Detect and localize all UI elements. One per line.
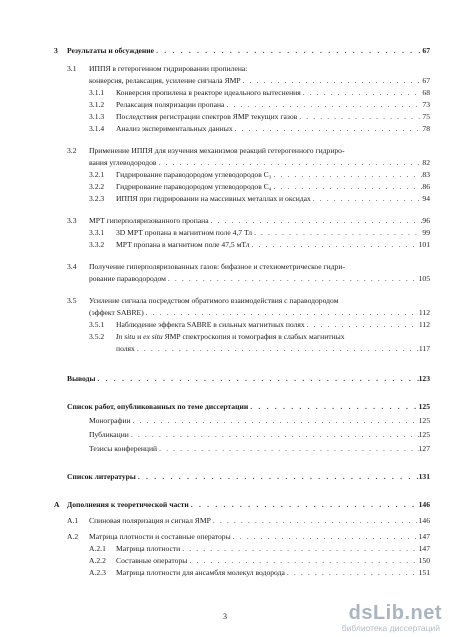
toc-page-number: 125 xyxy=(418,402,430,411)
toc-entry-title: Конверсия пропилена в реакторе идеального вытеснения xyxy=(116,88,301,97)
toc-entry-number: 3.1 xyxy=(67,64,77,73)
toc-page-number: 94 xyxy=(422,194,430,203)
toc-page-number: 73 xyxy=(422,100,430,109)
toc-entry-title: Наблюдение эффекта SABRE в сильных магнитных полях xyxy=(116,320,305,329)
toc-dot-leader xyxy=(156,158,422,167)
toc-dot-leader xyxy=(285,568,419,577)
toc-entry[interactable] xyxy=(116,344,430,353)
toc-entry[interactable] xyxy=(67,516,430,525)
toc-chapter-entry[interactable] xyxy=(54,500,430,509)
toc-entry-title: Список работ, опубликованных по теме диссертации xyxy=(67,402,249,411)
toc-entry-title: рование параводородом xyxy=(89,274,166,283)
toc-entry-number: 3.3.2 xyxy=(89,240,105,249)
toc-entry-title: конверсия, релаксация, усиление сигнала ЯМР xyxy=(89,76,241,85)
toc-entry[interactable] xyxy=(89,76,430,85)
toc-entry-title: Список литературы xyxy=(67,472,136,481)
toc-dot-leader xyxy=(187,556,418,565)
toc-page-number: 96 xyxy=(422,216,430,225)
toc-page-number: 146 xyxy=(418,500,430,509)
toc-entry-title: (эффект SABRE) xyxy=(89,308,144,317)
toc-dot-leader xyxy=(189,500,419,509)
toc-entry-number: 3.5 xyxy=(67,296,77,305)
toc-dot-leader xyxy=(95,374,418,383)
toc-entry[interactable] xyxy=(89,444,430,453)
toc-entry-title: полях xyxy=(116,344,135,353)
toc-entry-title: Матрица плотности и составные операторы xyxy=(89,532,231,541)
toc-page-number: 67 xyxy=(422,46,430,55)
toc-entry-title: Релаксация поляризации пропана xyxy=(116,100,225,109)
toc-entry[interactable] xyxy=(89,430,430,439)
toc-page-number: 125 xyxy=(418,416,430,425)
toc-dot-leader xyxy=(157,444,418,453)
toc-entry[interactable] xyxy=(89,544,430,553)
toc-chapter-entry[interactable] xyxy=(67,472,430,481)
toc-page-number: 131 xyxy=(418,472,430,481)
toc-entry-number: A.2.1 xyxy=(89,544,106,553)
toc-entry[interactable] xyxy=(89,556,430,565)
toc-entry-number: 3.1.1 xyxy=(89,88,105,97)
toc-dot-leader xyxy=(144,308,419,317)
toc-entry[interactable] xyxy=(89,228,430,237)
toc-dot-leader xyxy=(271,170,422,179)
toc-entry-title: ИППЯ в гетерогенном гидрировании пропилена: xyxy=(89,64,248,73)
toc-dot-leader xyxy=(129,430,419,439)
toc-entry-title-part: ex situ xyxy=(143,332,163,341)
toc-dot-leader xyxy=(135,344,419,353)
toc-entry[interactable] xyxy=(89,332,430,341)
toc-page-number: 146 xyxy=(418,516,430,525)
toc-entry[interactable] xyxy=(89,88,430,97)
toc-entry-number: A xyxy=(54,500,60,509)
toc-page-number: 150 xyxy=(418,556,430,565)
toc-entry[interactable] xyxy=(67,532,430,541)
toc-dot-leader xyxy=(154,46,422,55)
toc-entry-title: Выводы xyxy=(67,374,96,383)
toc-entry-number: A.2 xyxy=(67,532,79,541)
toc-entry[interactable] xyxy=(67,296,430,305)
toc-page-number: 82 xyxy=(422,158,430,167)
toc-entry-title: Матрица плотности xyxy=(116,544,181,553)
toc-entry[interactable] xyxy=(89,308,430,317)
toc-page-number: 83 xyxy=(422,170,430,179)
toc-entry-title xyxy=(116,332,345,341)
toc-dot-leader xyxy=(305,320,419,329)
toc-entry-title: МРТ гиперполяризованного пропана xyxy=(89,216,209,225)
watermark-subtitle: библиотека диссертаций xyxy=(341,623,440,633)
toc-dot-leader xyxy=(241,76,423,85)
toc-dot-leader xyxy=(248,402,418,411)
toc-dot-leader xyxy=(271,182,422,191)
toc-page-number: 101 xyxy=(418,240,430,249)
page-number: 3 xyxy=(223,612,227,621)
toc-page-number: 67 xyxy=(422,76,430,85)
toc-entry[interactable] xyxy=(89,112,430,121)
toc-entry-title: Анализ экспериментальных данных xyxy=(116,124,233,133)
toc-page-number: 127 xyxy=(418,444,430,453)
toc-dot-leader xyxy=(136,472,419,481)
toc-entry-title: Публикации xyxy=(89,430,129,439)
toc-page-number: 86 xyxy=(422,182,430,191)
toc-entry[interactable] xyxy=(89,416,430,425)
toc-page-number: 123 xyxy=(418,374,430,383)
toc-dot-leader xyxy=(166,274,419,283)
toc-entry-number: 3.2.2 xyxy=(89,182,105,191)
toc-page-number: 147 xyxy=(418,544,430,553)
toc-dot-leader xyxy=(224,100,422,109)
toc-dot-leader xyxy=(252,228,422,237)
toc-chapter-entry[interactable] xyxy=(67,374,430,383)
toc-dot-leader xyxy=(209,216,423,225)
toc-entry[interactable] xyxy=(89,158,430,167)
toc-entry-title: Гидрирование параводородом углеводородов C₄ xyxy=(116,182,272,191)
toc-entry[interactable] xyxy=(67,262,430,271)
toc-entry-title: Матрица плотности для ансамбля молекул водорода xyxy=(116,568,285,577)
toc-entry[interactable] xyxy=(89,240,430,249)
toc-dot-leader xyxy=(233,124,423,133)
toc-page-number: 125 xyxy=(418,430,430,439)
toc-entry-number: 3.1.3 xyxy=(89,112,105,121)
toc-entry[interactable] xyxy=(67,216,430,225)
toc-entry-number: 3.5.1 xyxy=(89,320,105,329)
toc-entry-number: 3.3.1 xyxy=(89,228,105,237)
toc-dot-leader xyxy=(311,194,423,203)
toc-page-number: 117 xyxy=(418,344,430,353)
toc-entry-number: 3.1.2 xyxy=(89,100,105,109)
toc-entry-title: Усиление сигнала посредством обратимого взаимодействия с параводородом xyxy=(89,296,339,305)
toc-entry-title: Получение гиперполяризованных газов: бифазное и стехиометрическое гидри- xyxy=(89,262,345,271)
toc-entry-title: Спиновая поляризация и сигнал ЯМР xyxy=(89,516,211,525)
toc-entry-number: 3.3 xyxy=(67,216,77,225)
toc-entry-number: 3.2.3 xyxy=(89,194,105,203)
toc-entry[interactable] xyxy=(67,64,430,73)
toc-chapter-entry[interactable] xyxy=(54,46,430,55)
toc-page-number: 147 xyxy=(418,532,430,541)
toc-entry-title-part: и xyxy=(135,332,144,341)
toc-entry-number: A.2.3 xyxy=(89,568,106,577)
toc-entry-title: Применение ИППЯ для изучения механизмов реакций гетерогенного гидриро- xyxy=(89,146,345,155)
toc-entry-number: 3.2 xyxy=(67,146,77,155)
toc-dot-leader xyxy=(249,240,418,249)
toc-page-number: 151 xyxy=(418,568,430,577)
toc-entry-title-part: In situ xyxy=(116,332,136,341)
toc-page-number: 112 xyxy=(418,308,430,317)
toc-chapter-entry[interactable] xyxy=(67,402,430,411)
toc-entry-title-part: ЯМР спектроскопия и томография в слабых магнитных xyxy=(162,332,345,341)
toc-dot-leader xyxy=(301,88,423,97)
toc-page-number: 105 xyxy=(418,274,430,283)
toc-dot-leader xyxy=(180,544,418,553)
toc-entry[interactable] xyxy=(89,124,430,133)
toc-entry-number: 3.4 xyxy=(67,262,77,271)
toc-dot-leader xyxy=(231,532,419,541)
toc-dot-leader xyxy=(131,416,419,425)
toc-dot-leader xyxy=(297,112,422,121)
toc-entry-title: МРТ пропана в магнитном поле 47,5 мТл xyxy=(116,240,250,249)
toc-page-number: 78 xyxy=(422,124,430,133)
toc-page-number: 99 xyxy=(422,228,430,237)
toc-entry-number: 3.1.4 xyxy=(89,124,105,133)
toc-entry-title: вания углеводородов xyxy=(89,158,157,167)
toc-entry-number: A.1 xyxy=(67,516,79,525)
toc-entry-title: Результаты и обсуждение xyxy=(67,46,155,55)
toc-entry-title: Дополнения к теоретической части xyxy=(67,500,189,509)
toc-page-number: 75 xyxy=(422,112,430,121)
toc-entry[interactable] xyxy=(89,100,430,109)
toc-entry-title: Последствия регистрации спектров ЯМР текущих газов xyxy=(116,112,298,121)
watermark-logo: dsLib.net xyxy=(348,602,442,624)
toc-entry[interactable] xyxy=(89,320,430,329)
toc-entry-title: 3D МРТ пропана в магнитном поле 4,7 Тл xyxy=(116,228,253,237)
toc-entry[interactable] xyxy=(89,170,430,179)
toc-entry-title: Монографии xyxy=(89,416,131,425)
toc-entry-title: Составные операторы xyxy=(116,556,188,565)
toc-entry-number: A.2.2 xyxy=(89,556,106,565)
toc-entry-number: 3.2.1 xyxy=(89,170,105,179)
toc-entry-title: Тезисы конференций xyxy=(89,444,158,453)
toc-page-number: 68 xyxy=(422,88,430,97)
toc-entry[interactable] xyxy=(89,194,430,203)
toc-entry-number: 3.5.2 xyxy=(89,332,105,341)
toc-page-number: 112 xyxy=(418,320,430,329)
toc-entry-title: ИППЯ при гидрировании на массивных металлах и оксидах xyxy=(116,194,311,203)
toc-dot-leader xyxy=(211,516,419,525)
toc-entry[interactable] xyxy=(89,182,430,191)
toc-entry[interactable] xyxy=(89,274,430,283)
toc-entry[interactable] xyxy=(89,568,430,577)
toc-entry-number: 3 xyxy=(54,46,58,55)
toc-entry[interactable] xyxy=(67,146,430,155)
toc-entry-title: Гидрирование параводородом углеводородов C₃ xyxy=(116,170,272,179)
